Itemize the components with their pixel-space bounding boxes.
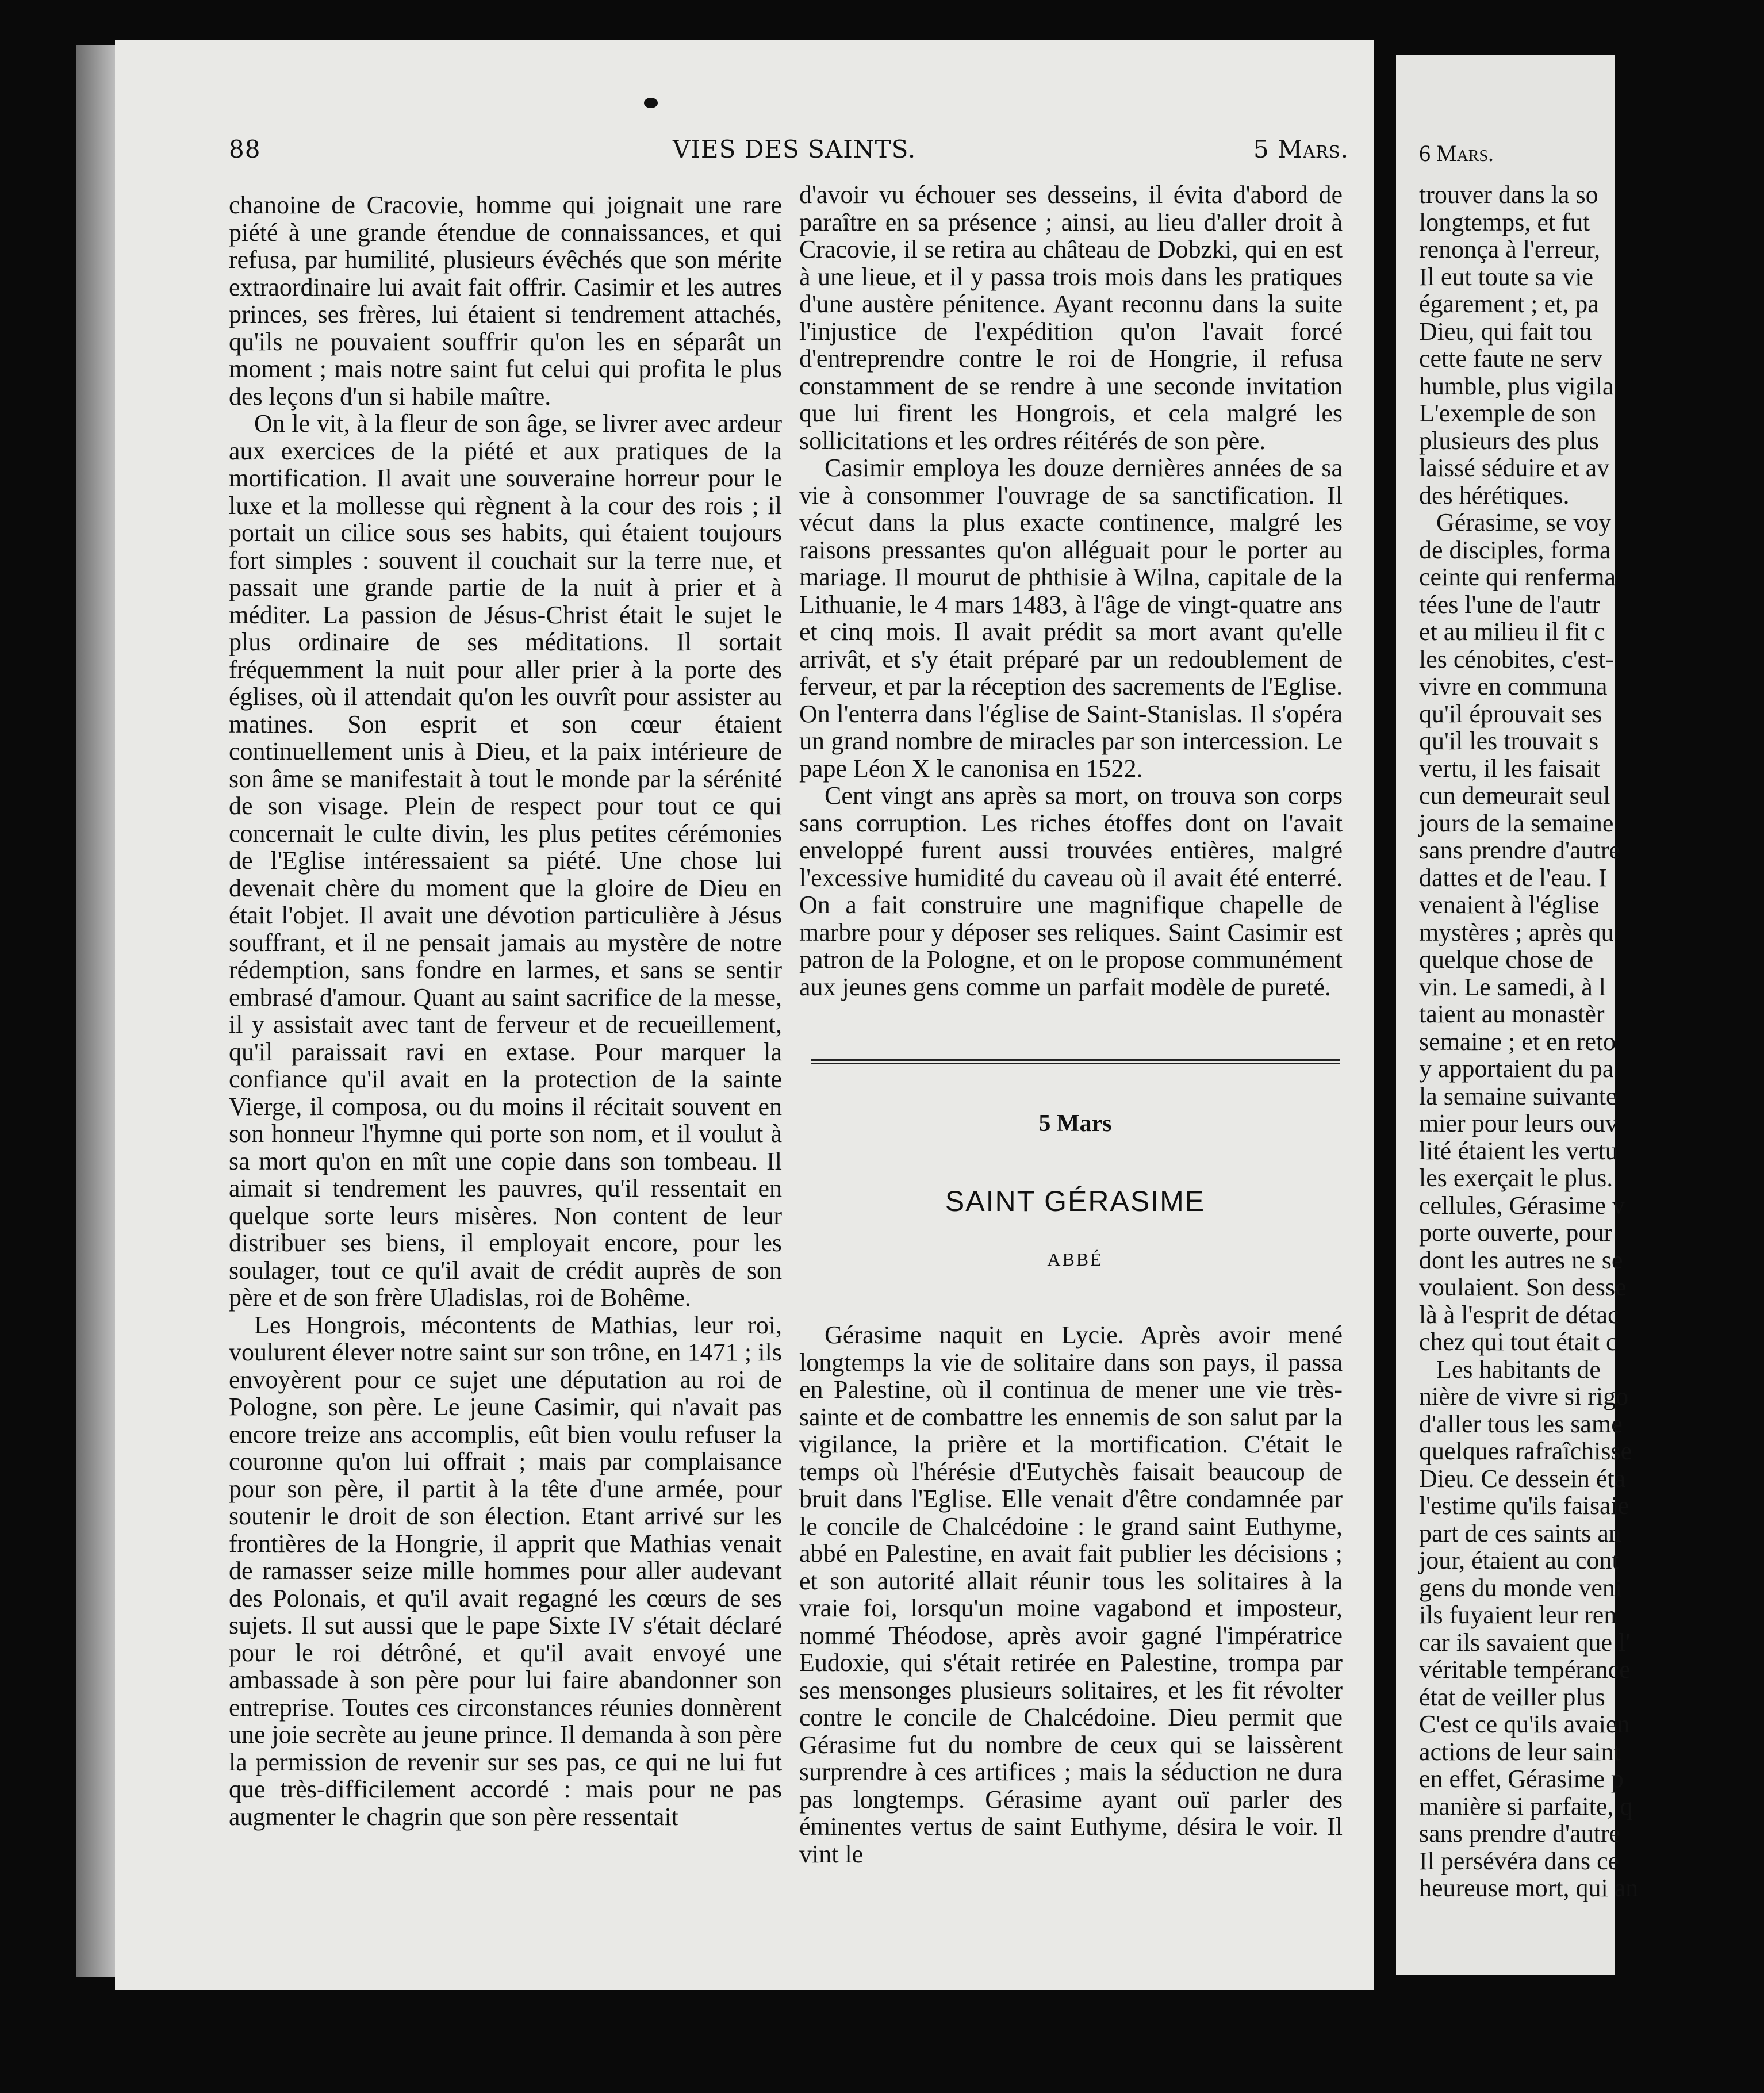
page-number: 88 [229,135,261,163]
next-page-line: d'aller tous les same [1419,1409,1623,1438]
paragraph: Gérasime naquit en Lycie. Après avoir mené longtemps la vie de solitaire dans son pays, il passa en Palestine, où il continua de mener une vie très-sainte et de combattre les ennemis de son salut par la vigilance, la prière et la mortification. C'était le temps où l'hérésie d'Eutychès faisait beaucoup de bruit dans l'Eglise. Elle venait d'être condamnée par le concile de Chalcédoine : le grand saint Euthyme, abbé en Palestine, en avait fait publier les décisions ; et son autorité allait réunir tous les solitaires à la vraie foi, lorsqu'un moine vagabond et imposteur, nommé Théodose, après avoir gagné l'impératrice Eudoxie, qui s'était retirée en Palestine, trompa par ses mensonges plusieurs solitaires, et les fit révolter contre le concile de Chalcédoine. Dieu permit que Gérasime fut du nombre de ceux qui se laissèrent surprendre à ces artifices ; mais la séduction ne dura pas longtemps. Gérasime ayant ouï parler des éminentes vertus de saint Euthyme, désira le voir. Il vint le [799,1321,1343,1868]
next-page-line: mystères ; après qu [1419,918,1614,946]
paragraph: d'avoir vu échouer ses desseins, il évita d'abord de paraître en sa présence ; ainsi, au lieu d'aller droit à Cracovie, il se retira au château de Dobzki, qui en est à une lieue, et il y passa trois mois dans les pratiques d'une austère pénitence. Ayant reconnu dans la suite l'injustice de l'expédition qu'on l'avait forcé d'entreprendre contre le roi de Hongrie, il refusa constamment de se rendre à une seconde invitation que lui firent les Hongrois, et cela malgré les sollicitations et les ordres réitérés de son père. [799,181,1343,455]
next-page-line: Les habitants de [1436,1355,1601,1383]
next-page-line: chez qui tout était c [1419,1328,1617,1356]
paragraph: Les Hongrois, mécontents de Mathias, leur roi, voulurent élever notre saint sur son trône, en 1471 ; ils envoyèrent pour ce sujet une députation au roi de Pologne, son père. Le jeune Casimir, qui n'avait pas encore treize ans accomplis, eût bien voulu refuser la couronne qu'on lui offrait ; mais par complaisance pour son père, il partit à la tête d'une armée, pour soutenir le droit de son élection. Etant arrivé sur les frontières de la Hongrie, il apprit que Mathias venait de ramasser seize mille hommes pour aller audevant des Polonais, et qu'il avait regagné les cœurs de ses sujets. Il sut aussi que le pape Sixte IV s'était déclaré pour le roi détrôné, et qu'il avait envoyé une ambassade à son père pour lui faire abandonner son entreprise. Toutes ces circonstances réunies donnèrent une joie secrète au jeune prince. Il demanda à son père la permission de revenir sur ses pas, ce qui ne lui fut que très-difficilement accordé : mais pour ne pas augmenter le chagrin que son père ressentait [229,1310,782,1831]
next-page-line: en effet, Gérasime p [1419,1765,1624,1793]
next-page-line: y apportaient du pa [1419,1055,1614,1083]
next-page-line: véritable tempérance [1419,1655,1631,1684]
next-page-line: dont les autres ne se [1419,1245,1623,1274]
next-page-line: part de ces saints an [1419,1519,1621,1547]
section-divider [811,1059,1340,1064]
next-page-line: Gérasime, se voy [1436,508,1612,536]
right-text-column-top [799,181,1343,1000]
next-page-line: la semaine suivante [1419,1082,1617,1110]
running-title: VIES DES SAINTS. [673,135,916,163]
next-page-line: lité étaient les vertu [1419,1136,1618,1165]
next-page-line: les exerçait le plus. [1419,1164,1613,1192]
saint-subtitle: ABBÉ [1047,1249,1103,1270]
next-page-line: l'estime qu'ils faisaie [1419,1492,1629,1520]
feast-date: 5 Mars [1038,1110,1112,1137]
paragraph: Cent vingt ans après sa mort, on trouva son corps sans corruption. Les riches étoffes dont on l'avait enveloppé furent aussi trouvées entières, malgré l'excessive humidité du caveau où il avait été enterré. On a fait construire une magnifique chapelle de marbre pour y déposer ses reliques. Saint Casimir est patron de la Pologne, et on le propose communément aux jeunes gens comme un parfait modèle de pureté. [799,781,1343,1001]
next-page-line: longtemps, et fut [1419,208,1590,236]
next-page-header: 6 Mars. [1419,140,1494,166]
next-page-line: taient au monastèr [1419,1000,1605,1028]
next-page-line: là à l'esprit de détac [1419,1300,1619,1329]
next-page-line: dattes et de l'eau. I [1419,863,1607,892]
next-page-line: Dieu, qui fait tou [1419,317,1592,346]
next-page-line: C'est ce qu'ils avaien [1419,1710,1630,1738]
next-page-line: humble, plus vigila [1419,371,1614,400]
next-page-line: de disciples, forma [1419,535,1611,564]
next-page-line: sans prendre d'autre [1419,1819,1621,1847]
next-page-line: cun demeurait seul [1419,781,1610,810]
next-page-line: nière de vivre si rigo [1419,1382,1629,1410]
next-page-text [1419,181,1764,1902]
saint-heading: SAINT GÉRASIME [945,1185,1206,1217]
paragraph: On le vit, à la fleur de son âge, se livrer avec ardeur aux exercices de la piété et aux pratiques de la mortification. Il avait une souveraine horreur pour le luxe et la mollesse qui règnent à la cour des rois ; il portait un cilice sous ses habits, qui étaient toujours fort simples : souvent il couchait sur la terre nue, et passait une grande partie de la nuit à prier et à méditer. La passion de Jésus-Christ était le sujet le plus ordinaire de ses méditations. Il sortait fréquemment la nuit pour aller prier à la porte des églises, où il attendait qu'on les ouvrît pour assister au matines. Son esprit et son cœur étaient continuellement unis à Dieu, et la paix intérieure de son âme se manifestait à tout le monde par la sérénité de son visage. Plein de respect pour tout ce qui concernait le culte divin, les plus petites cérémonies de l'Eglise intéressaient sa piété. Une chose lui devenait chère du moment que la gloire de Dieu en était l'objet. Il avait une dévotion particulière à Jésus souffrant, et il ne pensait jamais au mystère de notre rédemption, sans fondre en larmes, et sans se sentir embrasé d'amour. Quant au saint sacrifice de la messe, il y assistait avec tant de ferveur et de recueillement, qu'il paraissait ravi en extase. Pour marquer la confiance qu'il avait en la protection de la sainte Vierge, il composa, ou du moins il récitait souvent en son honneur l'hymne qui porte son nom, et il voulut à sa mort qu'on en mît une copie dans son tombeau. Il aimait si tendrement les pauvres, qu'il ressentait en quelque sorte leurs misères. Non content de leur distribuer ses biens, il employait encore, pour les soulager, tout ce qu'il avait de crédit auprès de son père et de son frère Uladislas, roi de Bohême. [229,409,782,1312]
next-page-line: jour, étaient au cont [1419,1546,1619,1574]
next-page-line: semaine ; et en reto [1419,1027,1616,1056]
next-page-line: cette faute ne serv [1419,344,1602,373]
next-page-line: tées l'une de l'autr [1419,590,1601,619]
next-page-line: qu'il éprouvait ses [1419,699,1602,728]
next-page-line: vertu, il les faisait [1419,754,1601,783]
next-page-line: cellules, Gérasime v [1419,1191,1625,1220]
next-page-line: état de veiller plus [1419,1682,1605,1711]
next-page-edge [1396,55,1639,1975]
page-gutter [1374,40,1397,1989]
next-page-line: mier pour leurs ouv [1419,1109,1618,1137]
next-page-line: renonça à l'erreur, [1419,235,1601,263]
next-page-line: et au milieu il fit c [1419,618,1605,646]
next-page-line: actions de leur saint [1419,1737,1621,1766]
next-page-line: qu'il les trouvait s [1419,727,1599,755]
next-page-line: des hérétiques. [1419,481,1570,509]
next-page-line: Il persévéra dans ce [1419,1846,1620,1875]
next-page-line: laissé séduire et av [1419,454,1610,482]
next-page-line: L'exemple de son [1419,399,1597,427]
next-page-line: ils fuyaient leur ren [1419,1601,1617,1629]
left-text-column [229,191,782,1830]
next-page-line: Dieu. Ce dessein éta [1419,1464,1626,1493]
next-page-line: venaient à l'église [1419,891,1600,919]
next-page-line: quelque chose de [1419,945,1593,973]
next-page-line: Il eut toute sa vie [1419,262,1594,291]
next-page-line: vivre en communa [1419,672,1608,700]
header-date: 5 Mars. [1253,135,1349,163]
next-page-line: trouver dans la so [1419,181,1598,209]
next-page-line: manière si parfaite, q [1419,1792,1633,1820]
next-page-line: jours de la semaine [1419,808,1614,837]
right-text-column-bottom [799,1321,1343,1868]
next-page-line: ceinte qui renferma [1419,563,1616,591]
next-page-line: gens du monde veni [1419,1573,1623,1602]
next-page-line: car ils savaient que l' [1419,1628,1631,1657]
next-page-line: porte ouverte, pour [1419,1218,1612,1247]
next-page-line: égarement ; et, pa [1419,290,1599,318]
paragraph: Casimir employa les douze dernières années de sa vie à consommer l'ouvrage de sa sanctification. Il vécut dans la plus exacte continence, malgré les raisons pressantes qu'on alléguait pour le porter au mariage. Il mourut de phthisie à Wilna, capitale de la Lithuanie, le 4 mars 1483, à l'âge de vingt-quatre ans et cinq mois. Il avait prédit sa mort avant qu'elle arrivât, et s'y était préparé par un redoublement de ferveur, et par la réception des sacrements de l'Eglise. On l'enterra dans l'église de Saint-Stanislas. Il s'opéra un grand nombre de miracles par son intercession. Le pape Léon X le canonisa en 1522. [799,454,1343,783]
next-page-line: heureuse mort, qui an [1419,1874,1639,1902]
next-page-line: plusieurs des plus [1419,426,1599,455]
ink-spot [644,98,658,108]
next-page-line: les cénobites, c'est- [1419,645,1615,673]
next-page-line: vin. Le samedi, à l [1419,972,1606,1001]
next-page-line: sans prendre d'autre [1419,836,1621,864]
next-page-line: quelques rafraîchisse [1419,1437,1632,1465]
next-page-line: voulaient. Son desse [1419,1273,1627,1301]
paragraph: chanoine de Cracovie, homme qui joignait une rare piété à une grande étendue de connaissances, et qui refusa, par humilité, plusieurs évêchés que son mérite extraordinaire lui avait fait offrir. Casimir et les autres princes, ses frères, lui étaient si tendrement attachés, qu'ils ne pouvaient souffrir qu'on les en séparât un moment ; mais notre saint fut celui qui profita le plus des leçons d'un si habile maître. [229,191,782,411]
